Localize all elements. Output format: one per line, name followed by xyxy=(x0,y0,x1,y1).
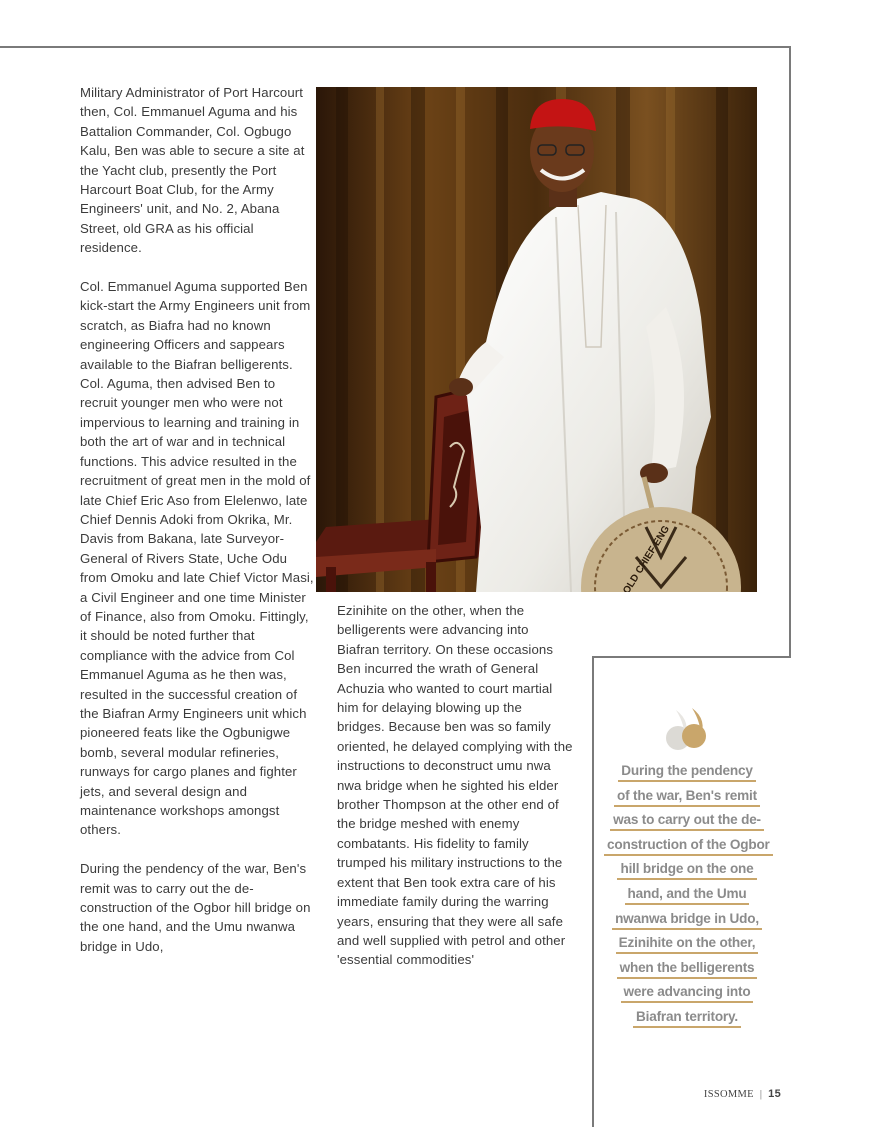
pull-quote-line: when the belligerents xyxy=(617,958,758,979)
pull-quote-line: were advancing into xyxy=(621,982,754,1003)
footer-separator: | xyxy=(759,1089,763,1100)
hand xyxy=(449,378,473,396)
pull-quote-line: construction of the Ogbor xyxy=(604,835,773,856)
column1-paragraph-1: Military Administrator of Port Harcourt then, Col. Emmanuel Aguma and his Battalion Commander, Col. Ogbugo Kalu, Ben was able to secure a site at the Yacht club, presently the Port Harcourt Boat Club, for the Army Engineers' unit, and No. 2, Abana Street, old GRA as his official residence. xyxy=(80,85,305,256)
article-column-2 xyxy=(337,601,573,989)
page-number: 15 xyxy=(768,1088,781,1100)
column2-paragraph-1: Ezinihite on the other, when the belligerents were advancing into Biafran territory. On these occasions Ben incurred the wrath of General Achuzia who wanted to court martial him for delaying blowing up the bridges. Because ben was so family oriented, he delayed complying with the instructions to deconstruct umu nwa nwa bridge when he sighted his elder brother Thompson at the other end of the bridge meshed with enemy combatants. His fidelity to family trumped his military instructions to the extent that Ben took extra care of his immediate family during the warring years, ensuring that they were all safe and well supplied with petrol and other 'essential commodities' xyxy=(337,603,573,968)
frame-line-top xyxy=(0,46,791,48)
magazine-name: ISSOMME xyxy=(703,1089,754,1100)
pull-quote-line: nwanwa bridge in Udo, xyxy=(612,909,762,930)
frame-line-step xyxy=(592,656,791,658)
pull-quote-line: was to carry out the de- xyxy=(610,810,764,831)
article-column-1 xyxy=(80,83,316,976)
frame-line-right-upper xyxy=(789,46,791,658)
pull-quote-line: hand, and the Umu xyxy=(625,884,750,905)
page-footer xyxy=(704,1088,781,1100)
pull-quote-line: Ezinihite on the other, xyxy=(616,933,759,954)
pull-quote-line: Biafran territory. xyxy=(633,1007,741,1028)
frame-line-right-lower xyxy=(592,656,594,1127)
pull-quote-line: of the war, Ben's remit xyxy=(614,786,760,807)
pull-quote xyxy=(604,760,770,1031)
pull-quote-line: During the pendency xyxy=(618,761,755,782)
quote-mark-icon xyxy=(662,702,710,759)
portrait-illustration xyxy=(316,87,757,592)
pull-quote-line: hill bridge on the one xyxy=(617,859,756,880)
column1-paragraph-3: During the pendency of the war, Ben's remit was to carry out the de-construction of the Ogbor hill bridge on the one hand, and the Umu nwanwa bridge in Udo, xyxy=(80,861,311,954)
column1-paragraph-2: Col. Emmanuel Aguma supported Ben kick-start the Army Engineers unit from scratch, as Biafra had no known engineering Officers and sappears available to the Biafran belligerents. Col. Aguma, then advised Ben to recruit younger men who were not impervious to learning and training in both the art of war and in technical functions. This advice resulted in the recruitment of great men in the mold of late Chief Eric Aso from Elelenwo, late Chief Dennis Adoki from Okrika, Mr. Davis from Bakana, late Surveyor-General of Rivers State, Uche Odu from Omoku and late Chief Victor Masi, a Civil Engineer and one time Minister of Finance, also from Omoku. Fittingly, it should be noted further that compliance with the advice from Col Emmanuel Aguma as he then was, resulted in the successful creation of the Biafran Army Engineers unit which pioneered feats like the Ogbunigwe bomb, several modular refineries, runways for cargo planes and fighter jets, and several design and maintenance workshops amongst others. xyxy=(80,279,314,838)
portrait-photo xyxy=(316,87,757,592)
